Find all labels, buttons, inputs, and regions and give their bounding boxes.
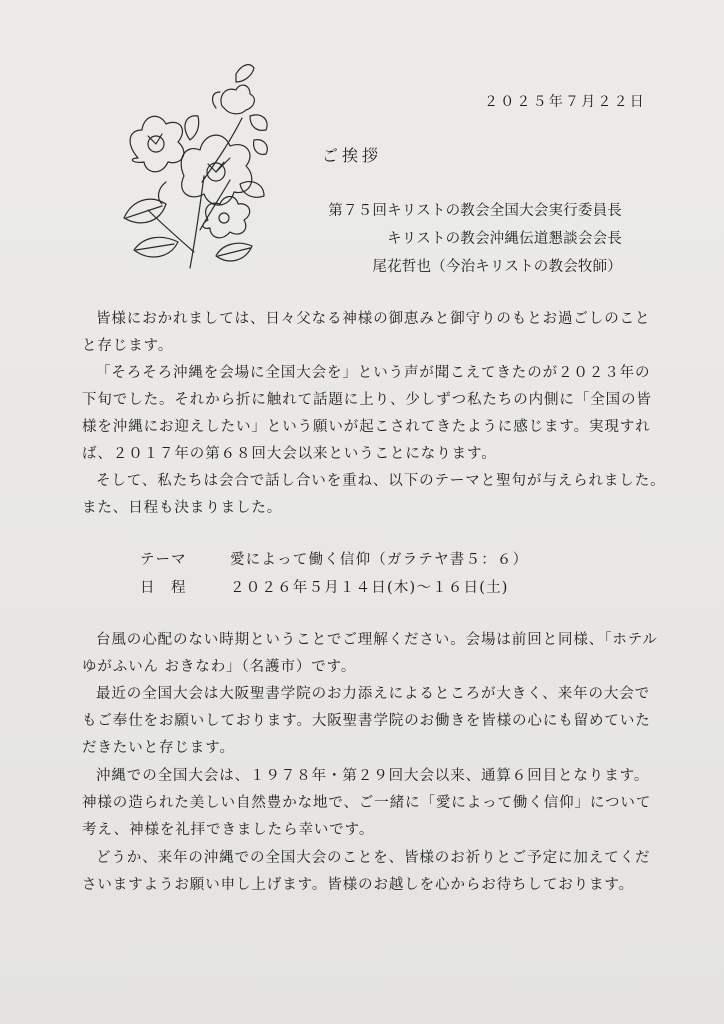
paragraph-line: 様を沖縄にお迎えしたい」という願いが起こされてきたように感じます。実現すれ bbox=[82, 419, 651, 435]
paragraph-line: さいますようお願い申し上げます。皆様のお越しを心からお待ちしております。 bbox=[82, 877, 635, 893]
letter-date: ２０２５年７月２２日 bbox=[484, 94, 646, 110]
schedule-date-value: ２０２６年５月１４日(木)～１６日(土) bbox=[230, 580, 509, 596]
paragraph-line: 考え、神様を礼拝できましたら幸いです。 bbox=[82, 822, 375, 838]
paragraph-line: どうか、来年の沖縄での全国大会のことを、皆様のお祈りとご予定に加えてくだ bbox=[96, 850, 651, 866]
paragraph-line: だきたいと存じます。 bbox=[82, 740, 235, 756]
paragraph-line: 皆様におかれましては、日々父なる神様の御恵みと御守りのもとお過ごしのこと bbox=[96, 311, 651, 327]
paragraph-line: 神様の造られた美しい自然豊かな地で、ご一緒に「愛によって働く信仰」について bbox=[82, 795, 652, 811]
hibiscus-illustration bbox=[104, 54, 274, 294]
paragraph-line: また、日程も決まりました。 bbox=[82, 500, 283, 516]
paragraph-line: と存じます。 bbox=[82, 338, 174, 354]
schedule-date-label: 日 程 bbox=[140, 580, 187, 596]
sender-title-committee: 第７５回キリストの教会全国大会実行委員長 bbox=[328, 203, 622, 219]
paragraph-line: もご奉仕をお願いしております。大阪聖書学院のお働きを皆様の心にも留めていた bbox=[82, 713, 651, 729]
paragraph-line: 最近の全国大会は大阪聖書学院のお力添えによるところが大きく、来年の大会で bbox=[96, 686, 651, 702]
letter-title: ご挨拶 bbox=[322, 146, 383, 165]
sender-name: 尾花哲也（今治キリストの教会牧師） bbox=[372, 259, 622, 275]
paragraph-line: 「そろそろ沖縄を会場に全国大会を」という声が聞こえてきたのが２０２３年の bbox=[96, 365, 651, 381]
paragraph-line: ゆがふいん おきなわ」（名護市）です。 bbox=[82, 659, 357, 675]
paragraph-line: ば、２０１７年の第６８回大会以来ということになります。 bbox=[82, 446, 497, 462]
paragraph-line: 下旬でした。それから折に触れて話題に上り、少しずつ私たちの内側に「全国の皆 bbox=[82, 392, 652, 408]
paragraph-line: そして、私たちは会合で話し合いを重ね、以下のテーマと聖句が与えられました。 bbox=[96, 473, 666, 489]
paragraph-line: 沖縄での全国大会は、１９７８年・第２９回大会以来、通算６回目となります。 bbox=[96, 768, 650, 784]
schedule-theme-value: 愛によって働く信仰（ガラテヤ書５：６） bbox=[230, 552, 529, 568]
paragraph-line: 台風の心配のない時期ということでご理解ください。会場は前回と同様、「ホテル bbox=[96, 632, 658, 648]
sender-title-association: キリストの教会沖縄伝道懇談会会長 bbox=[387, 231, 622, 247]
schedule-theme-label: テーマ bbox=[140, 552, 187, 568]
